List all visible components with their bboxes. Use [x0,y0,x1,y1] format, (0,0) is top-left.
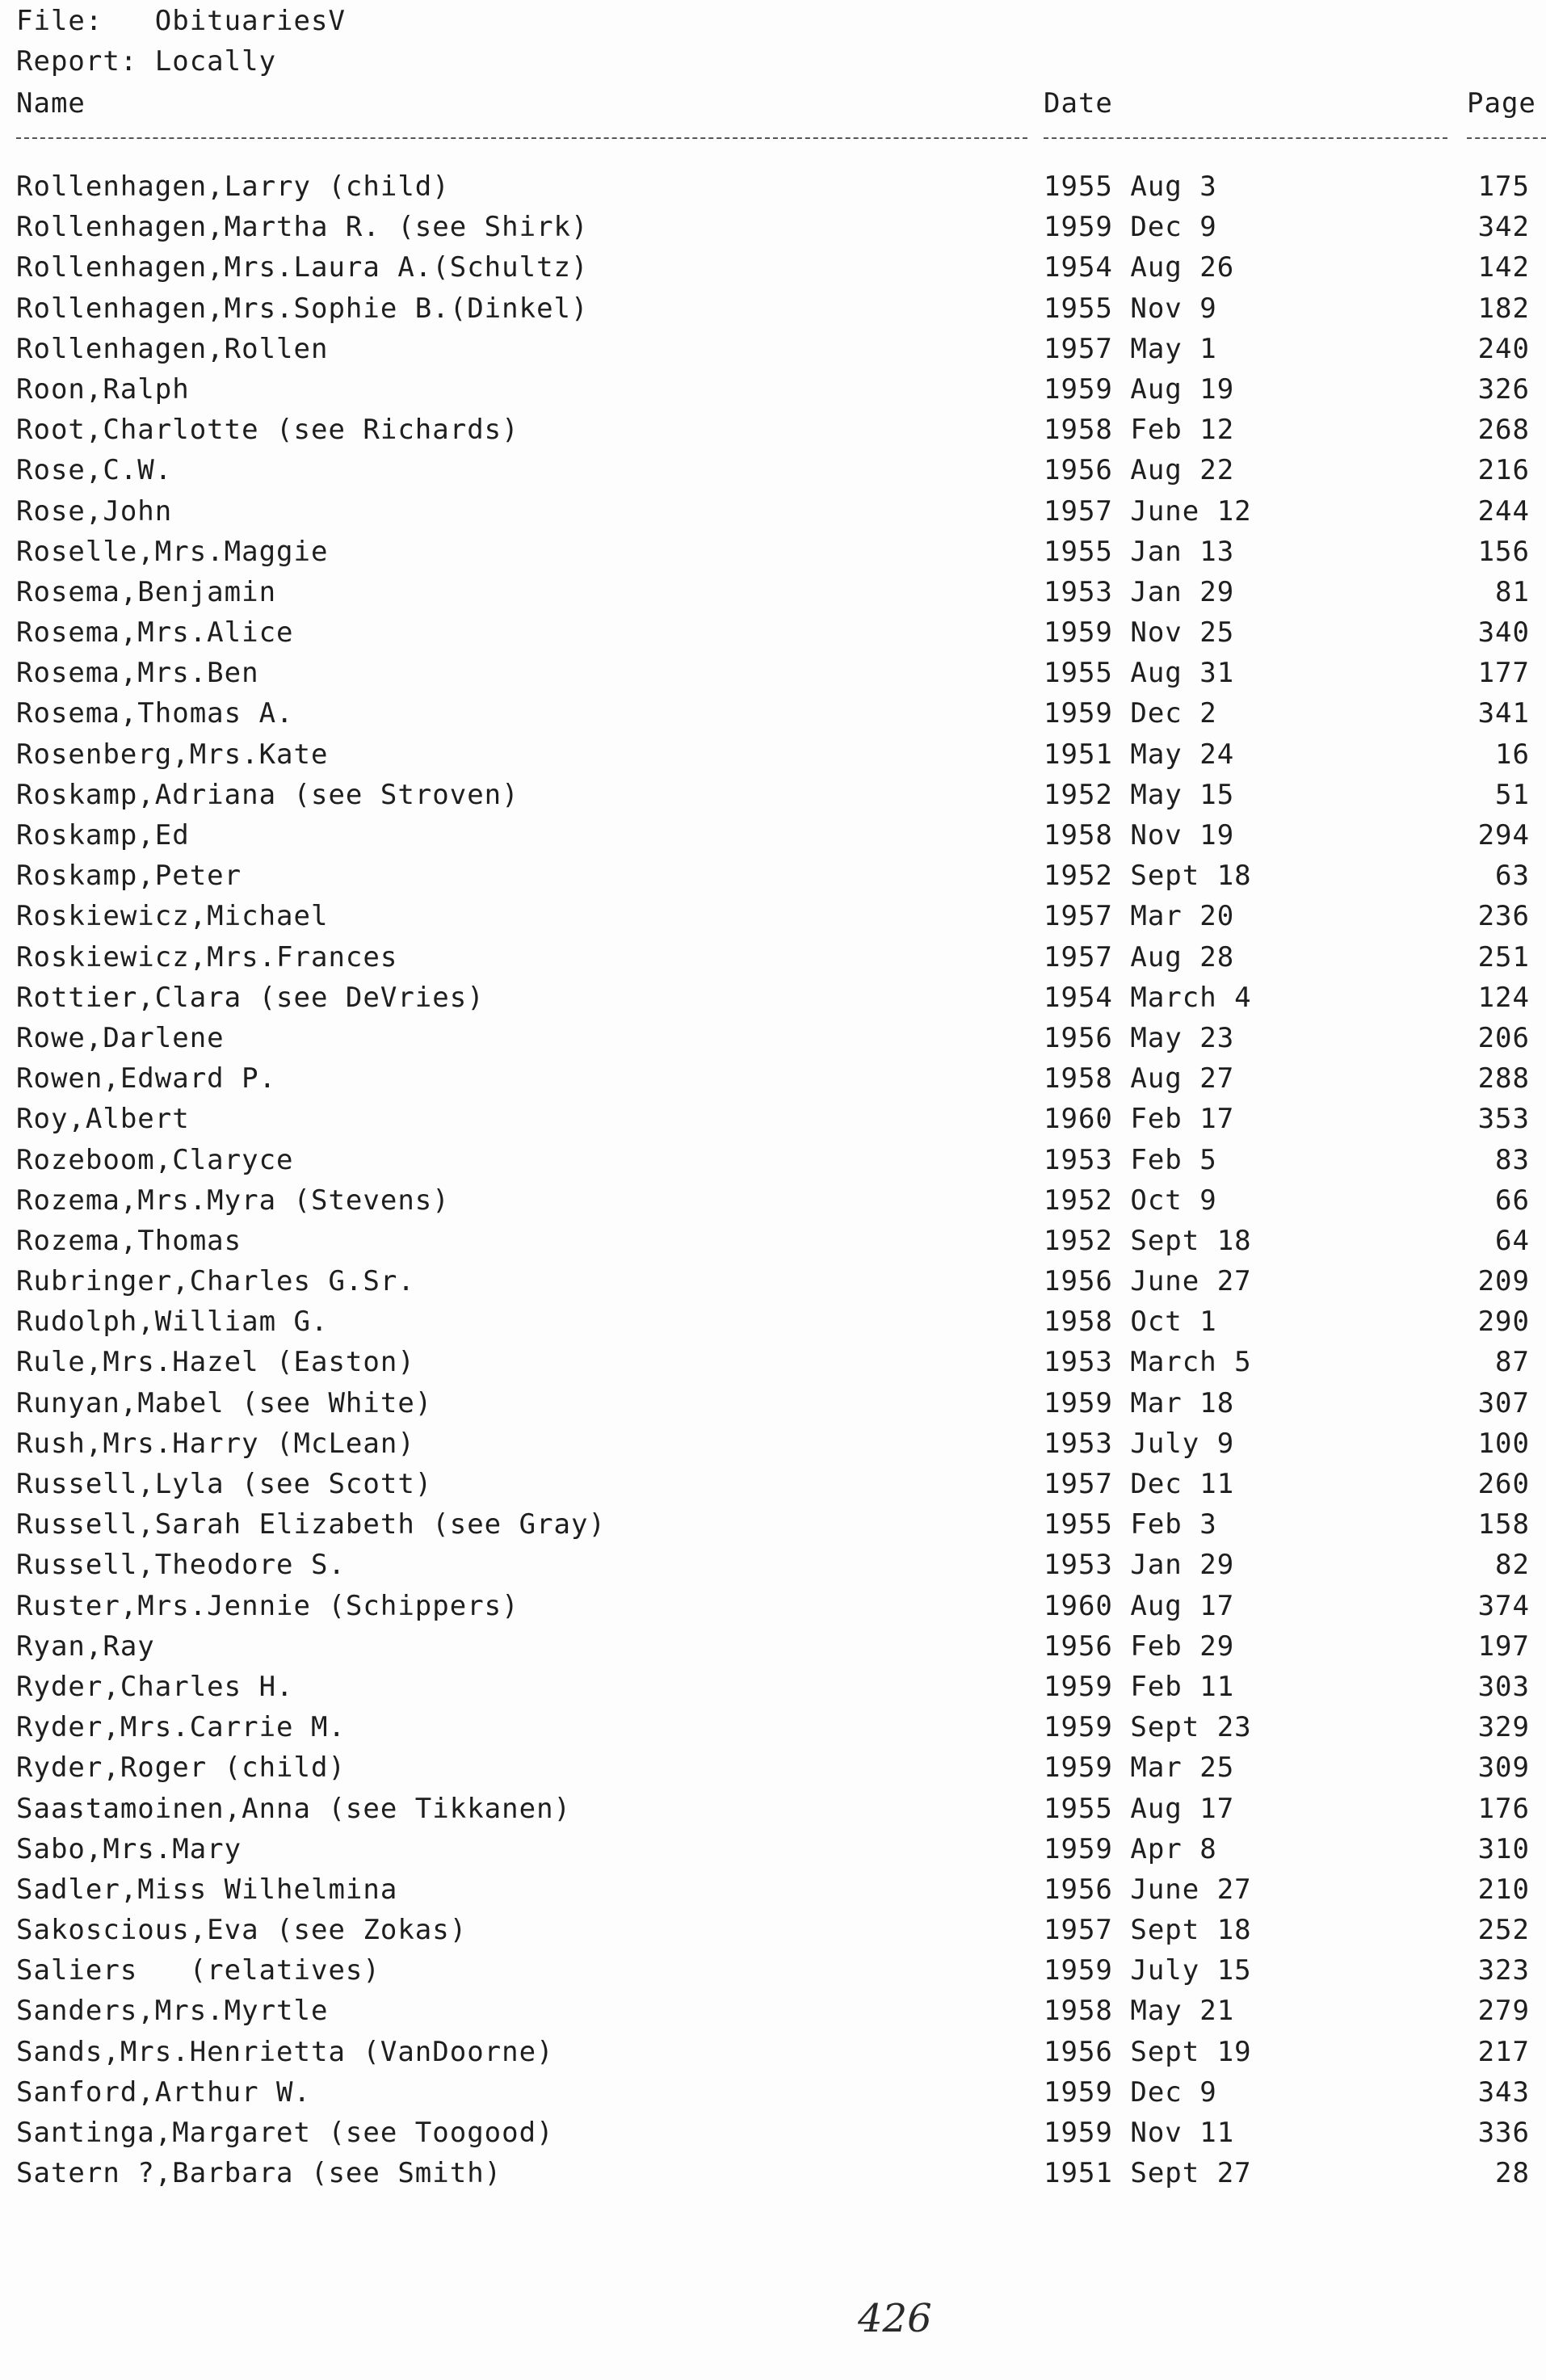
table-row [0,491,1546,532]
entry-date: 1955 Aug 17 [1044,1792,1235,1825]
entry-page: 290 [1477,1306,1530,1339]
table-row [0,1991,1546,2031]
entry-page: 209 [1477,1265,1530,1298]
entry-page: 329 [1477,1711,1530,1744]
entry-page: 288 [1477,1062,1530,1095]
table-row [0,1261,1546,1301]
entry-page: 158 [1477,1508,1530,1541]
table-row [0,653,1546,693]
table-row [0,1504,1546,1545]
table-row [0,1586,1546,1626]
entry-page: 343 [1477,2075,1530,2109]
entry-page: 100 [1477,1427,1530,1460]
entry-date: 1956 June 27 [1044,1265,1252,1298]
entry-page: 63 [1495,860,1530,893]
entry-name: Rosenberg,Mrs.Kate [16,738,329,771]
entry-date: 1955 Aug 3 [1044,170,1217,203]
entry-name: Rollenhagen,Mrs.Laura A.(Schultz) [16,251,589,284]
entry-name: Rozeboom,Claryce [16,1143,294,1176]
table-row [0,1058,1546,1099]
entry-page: 66 [1495,1184,1530,1217]
entry-page: 340 [1477,616,1530,650]
entry-page: 28 [1495,2157,1530,2190]
entry-name: Roskamp,Adriana (see Stroven) [16,778,519,811]
entry-page: 323 [1477,1954,1530,1987]
entry-date: 1958 May 21 [1044,1995,1235,2028]
table-row [0,532,1546,572]
entry-name: Ryder,Roger (child) [16,1751,346,1785]
entry-page: 236 [1477,900,1530,933]
entry-date: 1958 Feb 12 [1044,414,1235,447]
entry-page: 251 [1477,940,1530,973]
entry-name: Sanford,Arthur W. [16,2075,311,2109]
table-row [0,572,1546,612]
table-row [0,207,1546,247]
entry-page: 177 [1477,657,1530,690]
obituary-list [0,166,1546,2193]
table-row [0,1747,1546,1788]
entry-date: 1955 Jan 13 [1044,535,1235,568]
entry-date: 1954 Aug 26 [1044,251,1235,284]
entry-name: Ryder,Mrs.Carrie M. [16,1711,346,1744]
entry-page: 175 [1477,170,1530,203]
report-header: Report: Locally [16,45,277,78]
entry-page: 252 [1477,1914,1530,1947]
entry-name: Rose,John [16,494,173,528]
column-header-page: Page [1467,87,1536,120]
entry-date: 1952 May 15 [1044,778,1235,811]
entry-page: 244 [1477,494,1530,528]
entry-page: 64 [1495,1224,1530,1257]
entry-page: 176 [1477,1792,1530,1825]
entry-date: 1957 Aug 28 [1044,940,1235,973]
entry-name: Roselle,Mrs.Maggie [16,535,329,568]
entry-page: 216 [1477,454,1530,487]
table-row [0,815,1546,856]
entry-page: 217 [1477,2035,1530,2068]
entry-name: Rosema,Mrs.Ben [16,657,259,690]
entry-name: Rosema,Thomas A. [16,697,294,730]
entry-page: 279 [1477,1995,1530,2028]
table-row [0,1342,1546,1382]
table-row [0,1545,1546,1585]
entry-date: 1957 Sept 18 [1044,1914,1252,1947]
entry-date: 1953 Jan 29 [1044,1549,1235,1582]
entry-page: 268 [1477,414,1530,447]
entry-page: 240 [1477,332,1530,365]
entry-page: 353 [1477,1103,1530,1136]
entry-name: Ryder,Charles H. [16,1670,294,1703]
file-header: File: ObituariesV [16,5,346,37]
entry-page: 142 [1477,251,1530,284]
entry-page: 294 [1477,819,1530,852]
entry-date: 1959 Dec 9 [1044,2075,1217,2109]
entry-page: 310 [1477,1832,1530,1865]
table-row [0,410,1546,450]
entry-name: Sadler,Miss Wilhelmina [16,1873,398,1906]
table-row [0,937,1546,978]
entry-date: 1959 Sept 23 [1044,1711,1252,1744]
entry-date: 1955 Aug 31 [1044,657,1235,690]
entry-name: Roskiewicz,Mrs.Frances [16,940,398,973]
entry-name: Runyan,Mabel (see White) [16,1386,433,1419]
entry-page: 182 [1477,292,1530,325]
entry-name: Saastamoinen,Anna (see Tikkanen) [16,1792,572,1825]
entry-name: Sakoscious,Eva (see Zokas) [16,1914,468,1947]
table-row [0,2153,1546,2193]
table-row [0,329,1546,369]
entry-name: Rosema,Benjamin [16,575,277,608]
entry-name: Rollenhagen,Martha R. (see Shirk) [16,211,589,244]
entry-page: 156 [1477,535,1530,568]
entry-name: Roskiewicz,Michael [16,900,329,933]
entry-date: 1960 Aug 17 [1044,1589,1235,1622]
table-row [0,1950,1546,1991]
entry-date: 1958 Nov 19 [1044,819,1235,852]
header-divider-name [16,137,1027,139]
entry-name: Rubringer,Charles G.Sr. [16,1265,415,1298]
entry-date: 1952 Sept 18 [1044,860,1252,893]
entry-name: Rudolph,William G. [16,1306,329,1339]
table-row [0,369,1546,410]
entry-date: 1959 July 15 [1044,1954,1252,1987]
entry-date: 1957 Dec 11 [1044,1468,1235,1500]
entry-date: 1952 Oct 9 [1044,1184,1217,1217]
table-row [0,1626,1546,1667]
entry-date: 1955 Feb 3 [1044,1508,1217,1541]
table-row [0,1180,1546,1221]
entry-name: Rush,Mrs.Harry (McLean) [16,1427,415,1460]
entry-date: 1959 Nov 11 [1044,2117,1235,2149]
entry-name: Rollenhagen,Rollen [16,332,329,365]
entry-name: Roy,Albert [16,1103,190,1136]
entry-page: 82 [1495,1549,1530,1582]
table-row [0,1099,1546,1139]
entry-name: Sands,Mrs.Henrietta (VanDoorne) [16,2035,554,2068]
table-row [0,1018,1546,1058]
entry-date: 1957 May 1 [1044,332,1217,365]
header-divider-page [1467,137,1546,139]
entry-date: 1956 Aug 22 [1044,454,1235,487]
entry-date: 1959 Mar 25 [1044,1751,1235,1785]
entry-page: 326 [1477,372,1530,406]
column-header-name: Name [16,87,86,120]
entry-date: 1954 March 4 [1044,981,1252,1014]
entry-date: 1953 Feb 5 [1044,1143,1217,1176]
table-row [0,1910,1546,1950]
table-row [0,1383,1546,1423]
table-row [0,693,1546,734]
entry-name: Russell,Theodore S. [16,1549,346,1582]
entry-date: 1951 Sept 27 [1044,2157,1252,2190]
table-row [0,1789,1546,1829]
entry-date: 1959 Feb 11 [1044,1670,1235,1703]
entry-name: Roon,Ralph [16,372,190,406]
entry-page: 342 [1477,211,1530,244]
table-row [0,166,1546,207]
entry-page: 307 [1477,1386,1530,1419]
table-row [0,856,1546,896]
entry-date: 1956 May 23 [1044,1021,1235,1054]
entry-date: 1953 July 9 [1044,1427,1235,1460]
entry-name: Sabo,Mrs.Mary [16,1832,242,1865]
table-row [0,1140,1546,1180]
entry-name: Russell,Sarah Elizabeth (see Gray) [16,1508,606,1541]
entry-page: 16 [1495,738,1530,771]
entry-page: 341 [1477,697,1530,730]
entry-page: 51 [1495,778,1530,811]
entry-page: 206 [1477,1021,1530,1054]
entry-name: Rowen,Edward P. [16,1062,277,1095]
entry-name: Sanders,Mrs.Myrtle [16,1995,329,2028]
entry-name: Rollenhagen,Larry (child) [16,170,450,203]
entry-date: 1957 Mar 20 [1044,900,1235,933]
entry-name: Rosema,Mrs.Alice [16,616,294,650]
entry-date: 1959 Aug 19 [1044,372,1235,406]
entry-date: 1959 Mar 18 [1044,1386,1235,1419]
table-row [0,1869,1546,1910]
entry-date: 1956 Sept 19 [1044,2035,1252,2068]
entry-date: 1959 Apr 8 [1044,1832,1217,1865]
entry-name: Rowe,Darlene [16,1021,225,1054]
table-row [0,1301,1546,1342]
table-row [0,1829,1546,1869]
table-row [0,775,1546,815]
entry-date: 1955 Nov 9 [1044,292,1217,325]
table-row [0,2113,1546,2153]
header-divider-date [1044,137,1447,139]
entry-date: 1958 Aug 27 [1044,1062,1235,1095]
entry-page: 374 [1477,1589,1530,1622]
table-row [0,1464,1546,1504]
entry-page: 309 [1477,1751,1530,1785]
table-row [0,612,1546,653]
entry-name: Root,Charlotte (see Richards) [16,414,519,447]
entry-date: 1951 May 24 [1044,738,1235,771]
entry-name: Satern ?,Barbara (see Smith) [16,2157,502,2190]
entry-name: Rottier,Clara (see DeVries) [16,981,485,1014]
table-row [0,1221,1546,1261]
entry-page: 87 [1495,1346,1530,1379]
table-row [0,2032,1546,2072]
entry-name: Rose,C.W. [16,454,173,487]
entry-page: 83 [1495,1143,1530,1176]
entry-name: Saliers (relatives) [16,1954,380,1987]
entry-page: 197 [1477,1629,1530,1663]
entry-name: Roskamp,Ed [16,819,190,852]
entry-date: 1953 Jan 29 [1044,575,1235,608]
entry-name: Rozema,Mrs.Myra (Stevens) [16,1184,450,1217]
entry-date: 1959 Dec 9 [1044,211,1217,244]
entry-date: 1959 Dec 2 [1044,697,1217,730]
entry-page: 303 [1477,1670,1530,1703]
entry-date: 1957 June 12 [1044,494,1252,528]
table-row [0,247,1546,288]
entry-date: 1956 June 27 [1044,1873,1252,1906]
entry-date: 1958 Oct 1 [1044,1306,1217,1339]
entry-date: 1956 Feb 29 [1044,1629,1235,1663]
entry-name: Rozema,Thomas [16,1224,242,1257]
table-row [0,734,1546,775]
table-row [0,1667,1546,1707]
table-row [0,288,1546,329]
entry-page: 124 [1477,981,1530,1014]
entry-name: Ruster,Mrs.Jennie (Schippers) [16,1589,519,1622]
table-row [0,450,1546,490]
column-header-date: Date [1044,87,1113,120]
entry-date: 1952 Sept 18 [1044,1224,1252,1257]
entry-page: 210 [1477,1873,1530,1906]
entry-page: 336 [1477,2117,1530,2149]
entry-name: Rollenhagen,Mrs.Sophie B.(Dinkel) [16,292,589,325]
entry-page: 260 [1477,1468,1530,1500]
entry-date: 1953 March 5 [1044,1346,1252,1379]
page-number: 426 [858,2296,932,2341]
entry-date: 1960 Feb 17 [1044,1103,1235,1136]
entry-name: Russell,Lyla (see Scott) [16,1468,433,1500]
entry-name: Ryan,Ray [16,1629,155,1663]
table-row [0,1707,1546,1747]
entry-name: Roskamp,Peter [16,860,242,893]
entry-name: Rule,Mrs.Hazel (Easton) [16,1346,415,1379]
table-row [0,978,1546,1018]
entry-date: 1959 Nov 25 [1044,616,1235,650]
entry-name: Santinga,Margaret (see Toogood) [16,2117,554,2149]
table-row [0,896,1546,936]
table-row [0,2072,1546,2113]
table-row [0,1423,1546,1464]
entry-page: 81 [1495,575,1530,608]
